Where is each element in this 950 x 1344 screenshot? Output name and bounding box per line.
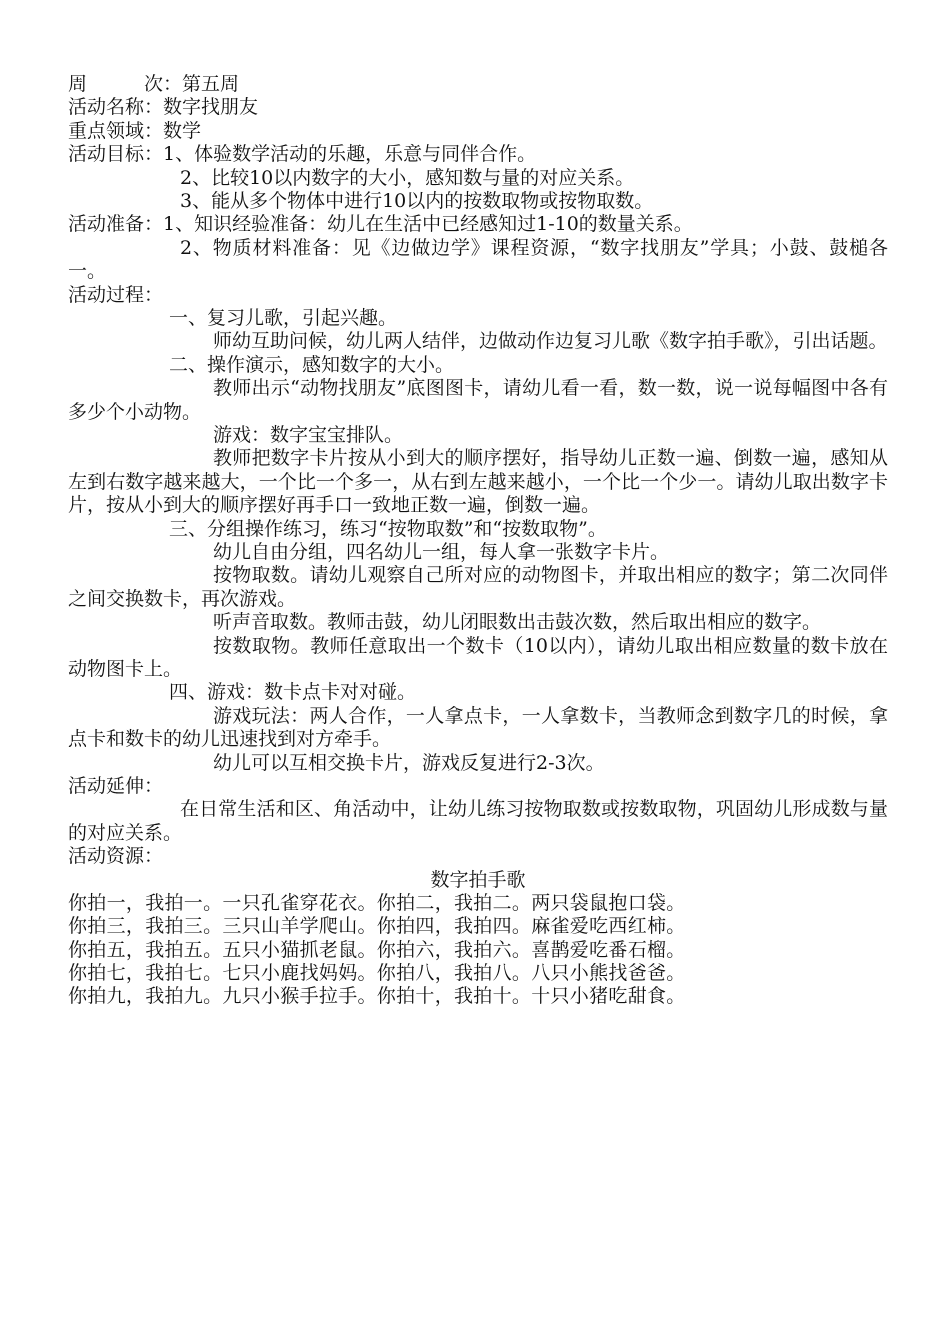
song-line: 你拍七，我拍七。七只小鹿找妈妈。你拍八，我拍八。八只小熊找爸爸。 bbox=[68, 962, 686, 985]
goal-row-2 bbox=[68, 167, 888, 190]
activity-name-value: 数字找朋友 bbox=[163, 96, 259, 119]
song-line: 你拍九，我拍九。九只小猴手拉手。你拍十，我拍十。十只小猪吃甜食。 bbox=[68, 985, 686, 1008]
step-2-title: 二、操作演示，感知数字的大小。 bbox=[169, 353, 455, 376]
prep-item-2: 2、物质材料准备：见《边做边学》课程资源，“数字找朋友”学具；小鼓、鼓槌各一。 bbox=[68, 236, 888, 283]
step-1-title: 一、复习儿歌，引起兴趣。 bbox=[169, 306, 398, 329]
step-4-body-2: 幼儿可以互相交换卡片，游戏反复进行2-3次。 bbox=[213, 751, 605, 774]
step-3-body-3: 听声音取数。教师击鼓，幼儿闭眼数出击鼓次数，然后取出相应的数字。 bbox=[213, 611, 822, 634]
step-2-game: 游戏：数字宝宝排队。 bbox=[213, 423, 404, 446]
song-title: 数字拍手歌 bbox=[430, 868, 526, 891]
step-2-body-1: 教师出示“动物找朋友”底图图卡，请幼儿看一看，数一数，说一说每幅图中各有多少个小动物。 bbox=[68, 377, 888, 423]
step-2-body-2: 教师把数字卡片按从小到大的顺序摆好，指导幼儿正数一遍、倒数一遍，感知从左到右数字越来越大，一个比一个多一，从右到左越来越小，一个比一个少一。请幼儿取出数字卡片，按从小到大的顺序摆好再手口一致地正数一遍，倒数一遍。 bbox=[68, 447, 888, 517]
goal-item: 1、体验数学活动的乐趣，乐意与同伴合作。 bbox=[163, 143, 537, 166]
prep-label: 活动准备： bbox=[68, 213, 164, 236]
lesson-plan bbox=[68, 73, 888, 1009]
song-line: 你拍一，我拍一。一只孔雀穿花衣。你拍二，我拍二。两只袋鼠抱口袋。 bbox=[68, 891, 686, 914]
prep-row-1 bbox=[68, 213, 888, 236]
song-line: 你拍三，我拍三。三只山羊学爬山。你拍四，我拍四。麻雀爱吃西红柿。 bbox=[68, 915, 686, 938]
step-3-body-1: 幼儿自由分组，四名幼儿一组，每人拿一张数字卡片。 bbox=[213, 540, 670, 563]
week-row bbox=[68, 73, 888, 96]
step-4-body-1: 游戏玩法：两人合作，一人拿点卡，一人拿数卡，当教师念到数字几的时候，拿点卡和数卡的幼儿迅速找到对方牵手。 bbox=[68, 704, 888, 751]
goal-item: 3、能从多个物体中进行10以内的按数取物或按物取数。 bbox=[180, 189, 654, 212]
field-label: 重点领域： bbox=[68, 119, 164, 142]
step-4-title: 四、游戏：数卡点卡对对碰。 bbox=[169, 681, 417, 704]
prep-item-1: 1、知识经验准备：幼儿在生活中已经感知过1-10的数量关系。 bbox=[163, 213, 693, 236]
process-label: 活动过程： bbox=[68, 283, 164, 306]
extension-label: 活动延伸： bbox=[68, 774, 164, 797]
step-3-body-2: 按物取数。请幼儿观察自己所对应的动物图卡，并取出相应的数字；第二次同伴之间交换数卡，再次游戏。 bbox=[68, 564, 888, 610]
field-value: 数学 bbox=[163, 119, 202, 142]
activity-name-label: 活动名称： bbox=[68, 96, 164, 119]
resources-label: 活动资源： bbox=[68, 845, 164, 868]
step-1-body: 师幼互助问候，幼儿两人结伴，边做动作边复习儿歌《数字拍手歌》，引出话题。 bbox=[213, 330, 888, 353]
extension-body: 在日常生活和区、角活动中，让幼儿练习按物取数或按数取物，巩固幼儿形成数与量的对应关系。 bbox=[68, 798, 888, 844]
goal-row-1 bbox=[68, 143, 888, 166]
goal-item: 2、比较10以内数字的大小，感知数与量的对应关系。 bbox=[180, 166, 635, 189]
goals-label: 活动目标： bbox=[68, 143, 164, 166]
step-3-title: 三、分组操作练习，练习“按物取数”和“按数取物”。 bbox=[169, 517, 607, 540]
song-line: 你拍五，我拍五。五只小猫抓老鼠。你拍六，我拍六。喜鹊爱吃番石榴。 bbox=[68, 938, 686, 961]
week-label: 周 次： bbox=[68, 73, 183, 95]
week-value: 第五周 bbox=[182, 73, 240, 95]
field-row bbox=[68, 120, 888, 143]
activity-name-row bbox=[68, 96, 888, 119]
step-3-body-4: 按数取物。教师任意取出一个数卡（10以内），请幼儿取出相应数量的数卡放在动物图卡上。 bbox=[68, 634, 888, 680]
goal-row-3 bbox=[68, 190, 888, 213]
